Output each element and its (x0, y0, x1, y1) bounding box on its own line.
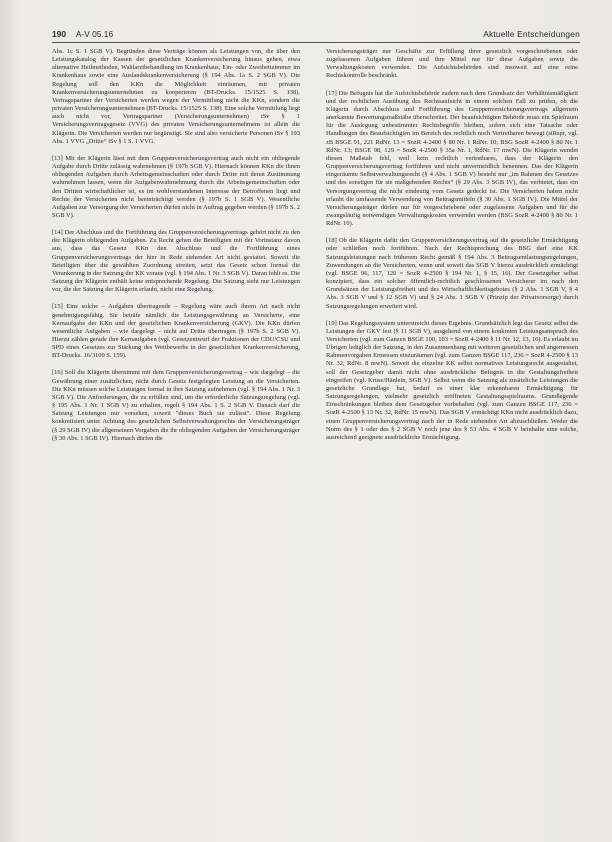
paragraph: Versicherungsträger nur Geschäfte zur Erfüllung ihrer gesetzlich vorgeschriebenen oder zugelassenen Aufgaben führen und ihre Mittel nur für diese Aufgaben sowie die Verwaltungskosten verwenden. Die Aufsichtsbehörden sind insoweit auf eine reine Rechtskontrolle beschränkt. (326, 48, 578, 80)
paragraph: [15] Eine solche – Aufgaben übertragende – Regelung wäre auch ihrem Art nach nicht genehmigungsfähig. Sie beträfe nämlich die Leistungsgewährung an Versicherte, eine Kernaufgabe der KKn und der gesetzlichen Krankenversicherung (GKV). Die KKn dürfen wesentliche Aufgaben – wie dargelegt – nicht auf Dritte übertragen (§ 197b S. 2 SGB V). Hierzu zählen gerade ihre Kernaufgaben (vgl. Gesetzentwurf der Fraktionen der CDU/CSU und SPD eines Gesetzes zur Stärkung des Wettbewerbs in der gesetzlichen Krankenversicherung, BT-Drucks. 16/3100 S. 159). (52, 303, 300, 360)
page-number: 190 (52, 29, 66, 39)
page-header (52, 28, 580, 43)
right-column (326, 48, 578, 442)
paragraph: [14] Der Abschluss und die Fortführung des Gruppenversicherungsvertrags gehört nicht zu den der Klägerin obliegenden Aufgaben. Zu Recht gehen die Beteiligten mit der Vorinstanz davon aus, dass das Gesetz KKn den Abschluss und die Fortführung eines Gruppenversicherungsvertrags der hier in Rede stehenden Art nicht gestattet. Soweit die Beteiligten über die gewählten Zuordnung streiten, setzt das Gesetz schon formal die Verankerung in der Satzung der KK voraus (vgl. § 194 Abs. 1 Nr. 3 SGB V). Daran fehlt es. Die Satzung der Klägerin enthält keine entsprechende Regelung. Die Satzung sieht nur Leistungen vor, die der Satzung der Klägerin erlaubt, nicht eine Regelung. (52, 229, 300, 294)
running-title: Aktuelle Entscheidungen (483, 29, 580, 39)
paragraph: Abs. 1c S. 1 SGB V). Begründen diese Verträge können als Leistungen von, die über den Leistungskatalog der Kassen der gesetzlichen Krankenversicherung hinaus gehen, etwa alternative Heilmethoden, Wahlarztbehandlung im Krankenhaus, Ein- oder Zweibettzimmer im Krankenhaus sowie eine Auslandskrankenversicherung (§ 194 Abs. 1a S. 2 SGB V). Die Regelung soll den KKn die Möglichkeit einräumen, mit privaten Krankenversicherungsunternehmen zu kooperieren (BT-Drucks. 15/1525 S. 138). Vertragspartner der Versicherten werden wegen der Vermittlung nicht die KKn, sondern die privaten Versicherungsunternehmen (BT-Drucks. 15/1525 S. 138). Eine solche Vermittlung liegt auch nicht vor, Vertragspartner (Versicherungsunternehmen) iSv § 1 Versicherungsvertragsgesetz (VVG) des privaten Versicherungsunternehmens ist allein die Klägerin. Die Versicherten werden nur begünstigt. Sie sind also versicherte Personen iSv § 193 Abs. 1 VVG „Dritte“ iSv § 1 S. 1 VVG. (52, 48, 300, 145)
header-left (52, 28, 113, 40)
left-column (52, 48, 300, 443)
paragraph: [16] Soll die Klägerin übernimmt mit dem Gruppenversicherungsvertrag – wie dargelegt – die Gewährung einer zusätzlichen, nicht durch Gesetz festgelegten Leistung an die Versicherten. Die KKn müssen solche Leistungen formal in ihre Satzung aufnehmen (vgl. § 194 Abs. 1 Nr. 3 SGB V). Die Anforderungen, die zu erfüllen sind, um die erforderliche Satzungsregelung (vgl. § 195 Abs. 1 Nr. 1 SGB V) zu erhalten, regelt § 194 Abs. 1 S. 2 SGB V. Danach darf die Satzung Leistungen nur vorsehen, soweit "dieses Buch sie zulässt". Diese Regelung konkretisiert unter Achtung des gesetzlichen Selbstverwaltungsrechts der Versicherungsträger (§ 29 SGB IV) die allgemeinen Vorgaben die ihr obliegenden Aufgaben der Versicherungsträger (§ 30 Abs. 1 SGB IV). Hiernach dürfen die (52, 369, 300, 442)
section-code: A-V 05.16 (75, 29, 114, 39)
paragraph: [13] Mit der Klägerin lässt mit dem Gruppenversicherungsvertrag auch nicht ein obliegende Aufgabe durch Dritte zulässig wahrnehmen (§ 197b SGB V). Hiernach können KKn die ihnen obliegenden Aufgaben durch Arbeitsgemeinschaften oder durch Dritte mit deren Zustimmung wahrnehmen lassen, wenn die Aufgabenwahrnehmung durch die Arbeitsgemeinschaften oder den Dritten wirtschaftlicher ist, es im wohlverstandenen Interesse der Betroffenen liegt und Rechte der Versicherten nicht beeinträchtigt werden (§ 197b S. 1 SGB V). Wesentliche Aufgaben zur Versorgung der Versicherten dürfen nicht in Auftrag gegeben werden (§ 197b S. 2 SGB V). (52, 154, 300, 219)
paragraph: [17] Die Befugnis hat die Aufsichtsbehörde zudem nach dem Grundsatz der Verhältnismäßigkeit und der rechtlichen Ausübung des Rechtsaufsicht in einem solchen Fall zu prüfen, ob die Klägerin durch Abschluss und Fortführung des Gruppenversicherungsvertrags allgemein anerkannte Bewertungsmaßstäbe überschreitet. Der beaufsichtigten Behörde muss ein Spielraum für die Auslegung unbestimmter Rechtsbegriffe bleiben, sofern sich eine Tatsache oder Handlungen des Beaufsichtigten im Bereich des rechtlich noch Vertretbaren bewegt (stRspr, vgl. zB BSGE 91, 221 RdNr. 13 = SozR 4-2400 § 80 Nr. 1 RdNr. 10; BSG SozR 4-2400 § 80 Nr. 1 RdNr. 13; BSGE 98, 129 = SozR 4-2500 § 35a Nr. 1, RdNr. 17 mwN). Die Klägerin wendet diesen Maßstab fehl, weil kein rechtlich vertretbares, dass der Klägerin den Gruppenversicherungsvertrag fortführen und nicht unvermeidlich benennen. Das der Klägerin eingeräumte Selbstverwaltungsrecht (§ 4 Abs. 1 SGB V) besteht nur „im Rahmen des Gesetzes und des sonstigen für sie maßgebenden Rechts“ (§ 29 Abs. 3 SGB IV), das verbietet, dass ein Versorgungsvertrag die nicht eindeutig vom Gesetz gedeckt ist. Die Versicherten haben nicht erlaubt die umfassende Verwendung von Beitragsmitteln (§ 30 Abs. 1 SGB IV). Die Mittel der Versicherungsträger dürfen nur für vorgeschriebene oder zugelassene Aufgaben und für die zwangsläufig notwendigen Verwaltungskosten verwendet werden (BSG SozR 4-2400 § 80 Nr. 1 RdNr. 10). (326, 89, 578, 228)
paragraph: [18] Ob die Klägerin dafür den Gruppenversicherungsvertrag auf die gesetzliche Ermächtigung oder schließen noch fortführen. Nach der Rechtsprechung des BSG darf eine KK Satzungsleistungen nach früherem Recht gemäß § 194 Abs. 3 Beitragsentlastungsregelungen, Zuwendungen an die Versicherten, wenn und soweit das SGB V hierzu ausdrücklich ermächtigt (vgl. BSGE 96, 117, 120 = SozR 4-2500 § 194 Nr. 1, § 15, 16). Der Gesetzgeber selbst konzipiert, dass ein solcher öffentlich-rechtlich geschlossenen Versicherer im nach den Grundsätzen der Leistungsfreiheit und des Wirtschaftlichkeitsgebotes (§ 2 Abs. 1 SGB V, § 4 Abs. 3 SGB V und § 12 SGB V) und § 24 Abs. 1 SGB V (Prinzip der Privatvorsorge) durch Satzungsregelungen erweitert wird. (326, 237, 578, 310)
paragraph: [19] Das Regelungssystem unterstreicht dieses Ergebnis. Grundsätzlich legt das Gesetz selbst die Leistungen der GKV fest (§ 11 SGB V), ausgehend von einem konkreten Leistungsanspruch des Versicherten (vgl. zum Ganzen BSGE 100, 103 = SozR 4-2400 § 11 Nr. 12, 13, 16). Es erlaubt im Übrigen lediglich der Satzung, in den Zusammenhang mit weiteren gesetzlichen und angemessen Rahmenvorgaben Ermessen einzuräumen (vgl. zum Ganzen BSGE 117, 236 = SozR 4-2500 § 13 Nr. 32, RdNr. 8 mwN). Soweit die einzelne KK selbst normatives Leistungsrecht ausgestaltet, soll der Gesetzgeber damit nicht ohne ausdrückliche Befugnis in die Gestaltungsfreiheit eingreifen (vgl. Kruse/Hänlein, SGB V). Selbst wenn die Satzung als zusätzliche Leistungen die gesetzliche Grundlage hat, bedarf es einer klar erkennbaren Ermächtigung für Satzungsregelungen, vielmehr gesetzlich eröffneten Gestaltungsspielraums. Grundlegende Einschränkungen bleiben dem Gesetzgeber vorbehalten (vgl. zum Ganzen BSGE 117, 236 = SozR 4-2500 § 13 Nr. 32, RdNr. 15 mwN). Das SGB V ermächtigt KKn nicht ausdrücklich dazu, einen Gruppenversicherungsvertrag nach der in Rede stehenden Art abzuschließen. Weder die Norm des § 1 oder des § 2 SGB V noch jene des § 53 Abs. 4 SGB V beinhalte eine solche, ausreichend geeignete ausdrückliche Ermächtigung. (326, 319, 578, 441)
